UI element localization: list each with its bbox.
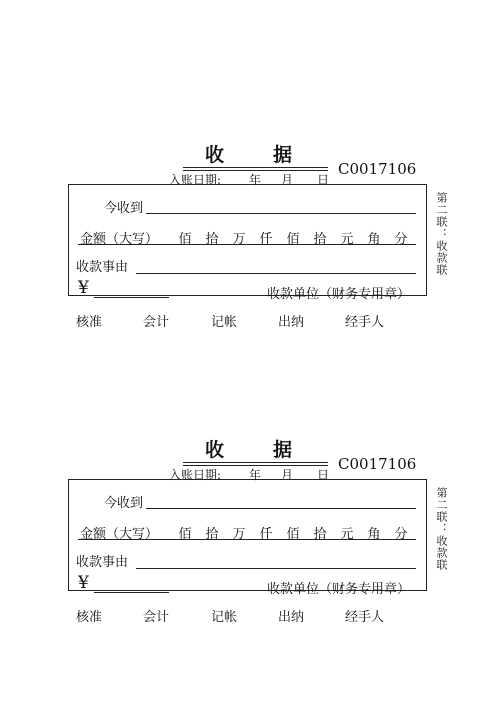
amount-unit: 角	[367, 232, 381, 247]
signer-approve: 核准	[76, 315, 103, 330]
currency-symbol: ¥	[78, 573, 89, 593]
amount-field[interactable]	[78, 244, 416, 245]
amount-unit: 角	[367, 527, 381, 542]
date-year: 年	[249, 173, 262, 187]
amount-unit: 佰	[286, 527, 300, 542]
signer-handler: 经手人	[345, 610, 385, 625]
amount-unit: 仟	[259, 232, 273, 247]
title-underline	[183, 167, 328, 168]
received-from-label: 今收到	[104, 496, 144, 511]
copy-label: 第二联：收款联	[435, 192, 448, 276]
amount-unit: 佰	[286, 232, 300, 247]
reason-label: 收款事由	[76, 555, 129, 570]
amount-unit: 万	[232, 527, 246, 542]
reason-field[interactable]	[136, 568, 416, 569]
signer-cashier: 出纳	[278, 610, 305, 625]
reason-label: 收款事由	[76, 260, 129, 275]
amount-unit: 元	[340, 232, 354, 247]
date-prefix: 入账日期:	[169, 468, 222, 482]
date-month: 月	[281, 173, 294, 187]
copy-label: 第二联：收款联	[435, 487, 448, 571]
amount-unit: 仟	[259, 527, 273, 542]
receipt-1	[0, 140, 500, 330]
signer-bookkeeper: 记帐	[211, 610, 238, 625]
payee-unit-label: 收款单位（财务专用章）	[267, 582, 411, 597]
serial-number: C0017106	[338, 160, 417, 178]
signer-accountant: 会计	[143, 610, 170, 625]
title-char: 据	[273, 439, 293, 461]
signer-cashier: 出纳	[278, 315, 305, 330]
signer-handler: 经手人	[345, 315, 385, 330]
amount-unit: 拾	[205, 232, 219, 247]
amount-unit: 拾	[205, 527, 219, 542]
title-char: 据	[273, 144, 293, 166]
amount-unit: 佰	[178, 232, 192, 247]
received-from-field[interactable]	[146, 508, 416, 509]
date-day: 日	[317, 173, 330, 187]
reason-field[interactable]	[136, 273, 416, 274]
amount-unit: 拾	[313, 527, 327, 542]
amount-label: 金额（大写）	[80, 527, 159, 542]
numeric-amount-field[interactable]	[94, 592, 169, 593]
received-from-field[interactable]	[146, 213, 416, 214]
received-from-label: 今收到	[104, 201, 144, 216]
date-prefix: 入账日期:	[169, 173, 222, 187]
amount-unit: 万	[232, 232, 246, 247]
payee-unit-label: 收款单位（财务专用章）	[267, 287, 411, 302]
date-day: 日	[317, 468, 330, 482]
date-month: 月	[281, 468, 294, 482]
numeric-amount-field[interactable]	[94, 297, 169, 298]
amount-unit: 佰	[178, 527, 192, 542]
title-underline	[183, 462, 328, 463]
amount-unit: 分	[394, 232, 408, 247]
amount-unit: 元	[340, 527, 354, 542]
date-year: 年	[249, 468, 262, 482]
receipt-title	[205, 435, 300, 461]
receipt-title	[205, 140, 300, 166]
currency-symbol: ¥	[78, 278, 89, 298]
signer-approve: 核准	[76, 610, 103, 625]
signer-bookkeeper: 记帐	[211, 315, 238, 330]
receipt-2	[0, 435, 500, 625]
title-char: 收	[205, 439, 225, 461]
signer-accountant: 会计	[143, 315, 170, 330]
amount-label: 金额（大写）	[80, 232, 159, 247]
amount-unit: 分	[394, 527, 408, 542]
amount-unit: 拾	[313, 232, 327, 247]
serial-number: C0017106	[338, 455, 417, 473]
title-char: 收	[205, 144, 225, 166]
amount-field[interactable]	[78, 539, 416, 540]
